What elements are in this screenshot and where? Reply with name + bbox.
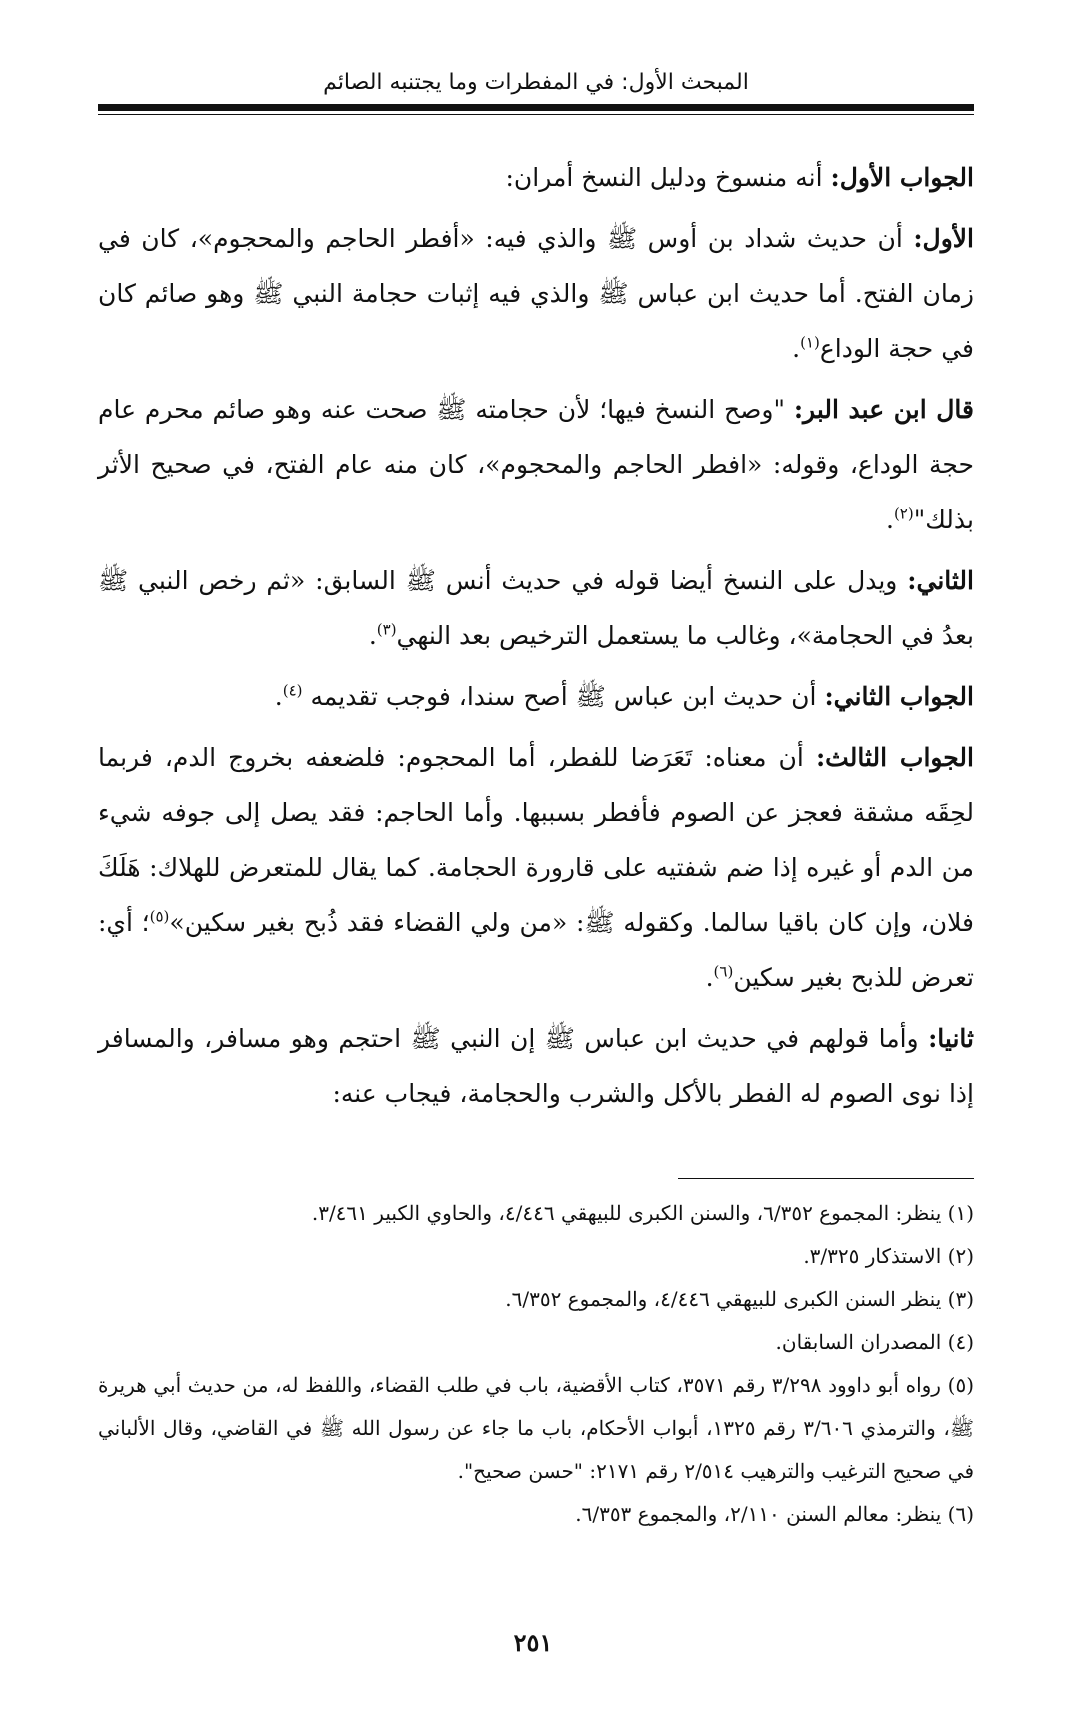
paragraph-lead: الجواب الثاني: bbox=[824, 682, 974, 711]
paragraph-tail: . bbox=[368, 621, 377, 650]
header-rule-thin bbox=[98, 114, 974, 115]
paragraph-lead: الجواب الثالث: bbox=[815, 743, 974, 772]
paragraph bbox=[98, 553, 974, 663]
paragraph-text: وأما قولهم في حديث ابن عباس ﷺ إن النبي ﷺ احتجم وهو مسافر، والمسافر إذا نوى الصوم له الفطر بالأكل والشرب والحجامة، فيجاب عنه: bbox=[98, 1024, 974, 1108]
paragraph-text: أن معناه: تَعَرَضا للفطر، أما المحجوم: فلضعفه بخروج الدم، فربما لحِقَه مشقة فعجز عن الصوم فأفطر بسببها. وأما الحاجم: فقد يصل إلى جوفه شيء من الدم أو غيره إذا ضم شفتيه على قارورة الحجامة. كما يقال للمتعرض للهلاك: هَلَكَ فلان، وإن كان باقيا سالما. وكقوله ﷺ: «من ولي القضاء فقد ذُبح بغير سكين» bbox=[98, 743, 974, 937]
running-header: المبحث الأول: في المفطرات وما يجتنبه الصائم bbox=[323, 70, 749, 95]
footnote-separator bbox=[678, 1178, 974, 1179]
paragraph-tail: . bbox=[885, 505, 894, 534]
footnote: (٢) الاستذكار ٣/٣٢٥. bbox=[803, 1244, 974, 1268]
paragraph-tail: ؛ أي: تعرض للذبح بغير سكين bbox=[98, 908, 974, 992]
paragraph bbox=[98, 1011, 974, 1121]
footnote-ref[interactable]: (٦) bbox=[713, 962, 734, 981]
footnote: (٤) المصدران السابقان. bbox=[775, 1330, 974, 1354]
footnote: (٥) رواه أبو داوود ٣/٢٩٨ رقم ٣٥٧١، كتاب الأقضية، باب في طلب القضاء، واللفظ له، من حديث أبي هريرة ﷺ، والترمذي ٣/٦٠٦ رقم ١٣٢٥، أبواب الأحكام، باب ما جاء عن رسول الله ﷺ في القاضي، وقال الألباني في صحيح الترغيب والترهيب ٢/٥١٤ رقم ٢١٧١: "حسن صحيح". bbox=[98, 1373, 974, 1483]
paragraph-text: ويدل على النسخ أيضا قوله في حديث أنس ﷺ السابق: «ثم رخص النبي ﷺ بعدُ في الحجامة»، وغالب ما يستعمل الترخيص بعد النهي bbox=[98, 566, 974, 650]
footnotes bbox=[98, 1192, 974, 1536]
paragraph-lead: الثاني: bbox=[907, 566, 974, 595]
paragraph-text: أن حديث شداد بن أوس ﷺ والذي فيه: «أفطر الحاجم والمحجوم»، كان في زمان الفتح. أما حديث ابن عباس ﷺ والذي فيه إثبات حجامة النبي ﷺ وهو صائم كان في حجة الوداع bbox=[98, 224, 974, 363]
paragraph bbox=[98, 669, 974, 724]
footnote-ref[interactable]: (٤) bbox=[282, 681, 303, 700]
paragraph-tail: . bbox=[705, 963, 714, 992]
paragraph-text: أنه منسوخ ودليل النسخ أمران: bbox=[505, 163, 831, 192]
header-rule bbox=[98, 104, 974, 111]
footnote: (٦) ينظر: معالم السنن ٢/١١٠، والمجموع ٦/٣٥٣. bbox=[575, 1502, 974, 1526]
paragraph bbox=[98, 211, 974, 376]
footnote: (٣) ينظر السنن الكبرى للبيهقي ٤/٤٤٦، والمجموع ٦/٣٥٢. bbox=[505, 1287, 974, 1311]
footnote-ref[interactable]: (٣) bbox=[376, 620, 397, 639]
paragraph-tail: . bbox=[274, 682, 283, 711]
paragraph bbox=[98, 730, 974, 1005]
paragraph bbox=[98, 150, 974, 205]
paragraph-lead: قال ابن عبد البر: bbox=[793, 395, 975, 424]
paragraph-lead: الأول: bbox=[913, 224, 974, 253]
footnote: (١) ينظر: المجموع ٦/٣٥٢، والسنن الكبرى للبيهقي ٤/٤٤٦، والحاوي الكبير ٣/٤٦١. bbox=[311, 1201, 974, 1225]
page-number: ٢٥١ bbox=[513, 1628, 553, 1657]
paragraph-lead: ثانيا: bbox=[928, 1024, 974, 1053]
paragraph-text: "وصح النسخ فيها؛ لأن حجامته ﷺ صحت عنه وهو صائم محرم عام حجة الوداع، وقوله: «افطر الحاجم والمحجوم»، كان منه عام الفتح، في صحيح الأثر بذلك" bbox=[98, 395, 974, 534]
footnote-ref[interactable]: (١) bbox=[800, 333, 820, 352]
paragraph-text: أن حديث ابن عباس ﷺ أصح سندا، فوجب تقديمه bbox=[302, 682, 825, 711]
paragraph-lead: الجواب الأول: bbox=[830, 163, 974, 192]
main-text bbox=[98, 150, 974, 1127]
paragraph bbox=[98, 382, 974, 547]
footnote-ref[interactable]: (٢) bbox=[893, 504, 914, 523]
paragraph-tail: . bbox=[792, 334, 801, 363]
footnote-ref[interactable]: (٥) bbox=[149, 907, 170, 926]
